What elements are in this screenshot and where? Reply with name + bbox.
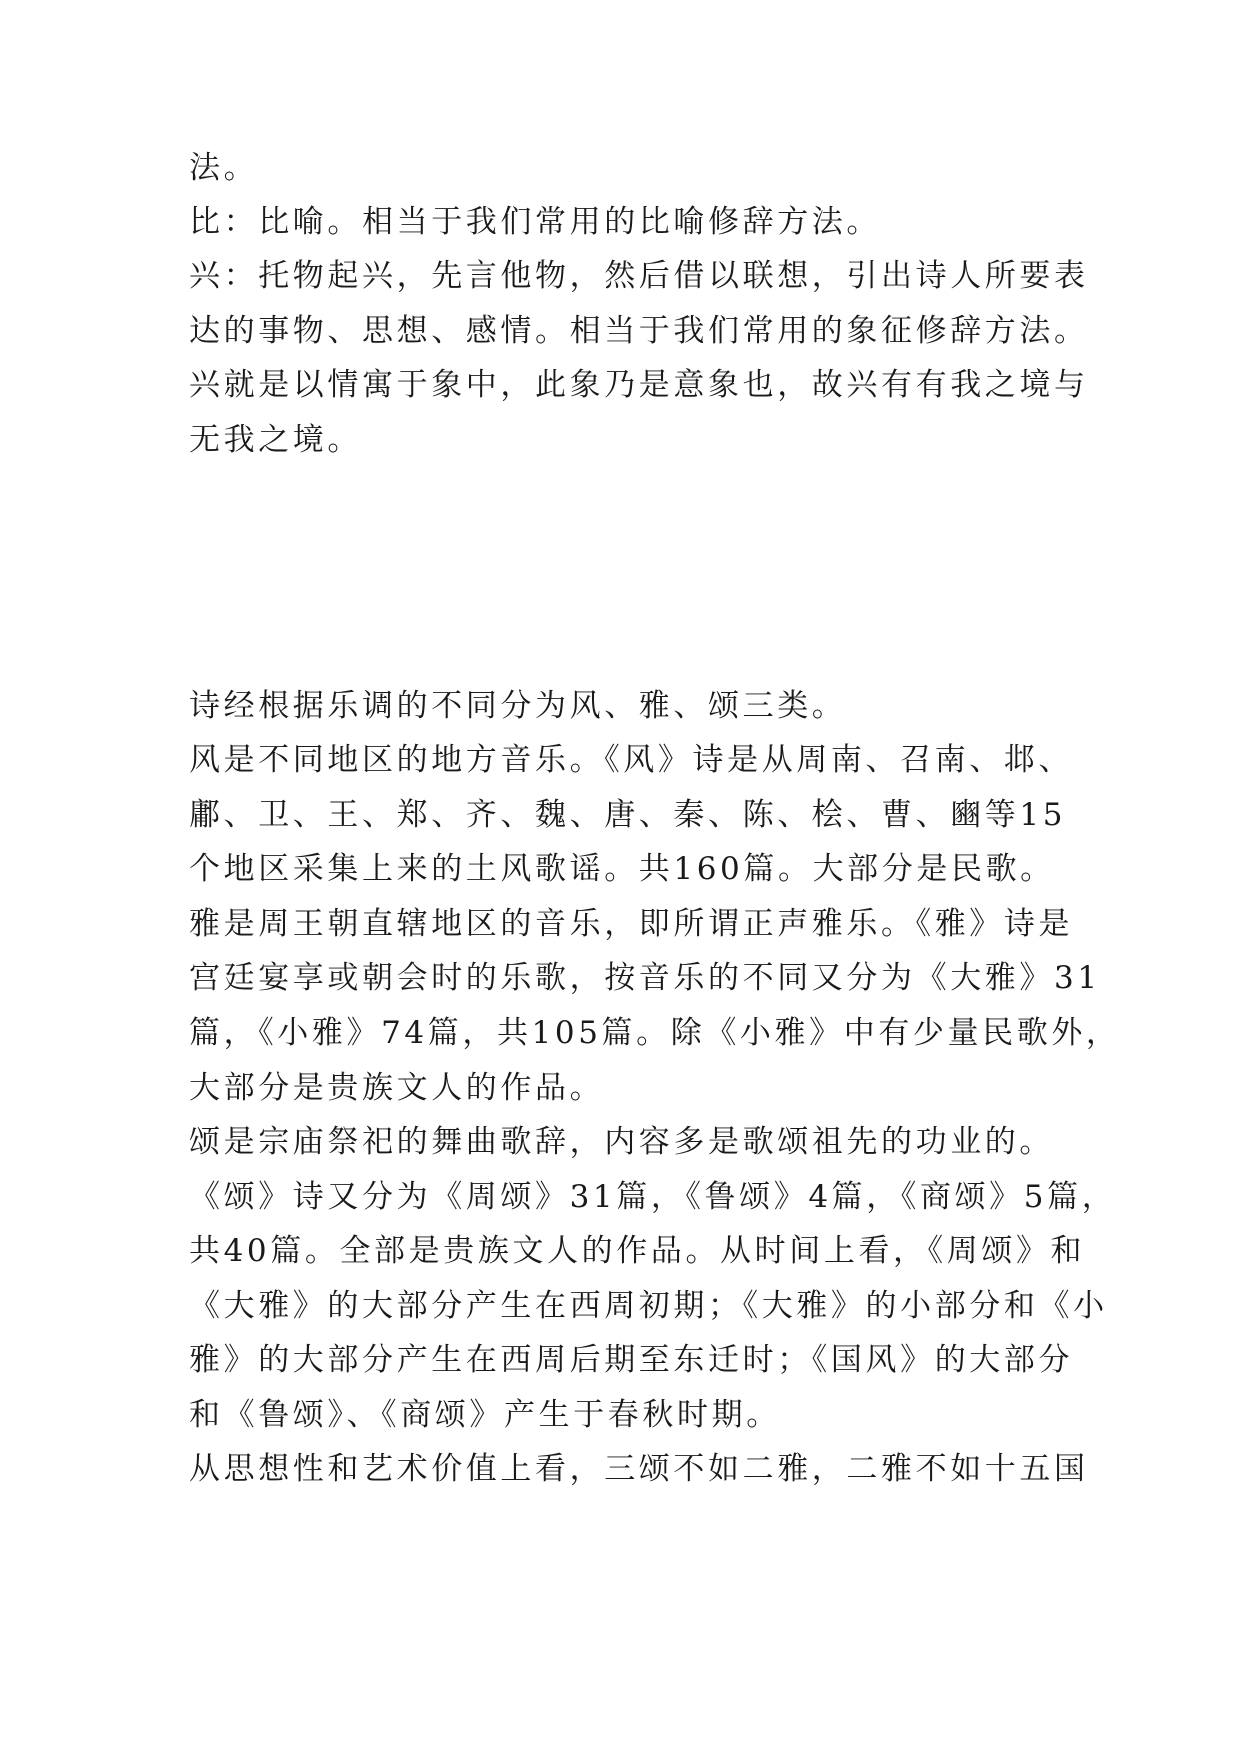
text-line: 达的事物、思想、感情。相当于我们常用的象征修辞方法。 bbox=[189, 313, 1089, 349]
text-line: 兴：托物起兴，先言他物，然后借以联想，引出诗人所要表 bbox=[189, 258, 1089, 294]
text-line: 兴就是以情寓于象中，此象乃是意象也，故兴有有我之境与 bbox=[189, 367, 1089, 403]
text-line: 风是不同地区的地方音乐。《风》诗是从周南、召南、邶、 bbox=[189, 742, 1074, 778]
text-line: 颂是宗庙祭祀的舞曲歌辞，内容多是歌颂祖先的功业的。 bbox=[189, 1124, 1054, 1160]
text-line: 和《鲁颂》、《商颂》产生于春秋时期。 bbox=[189, 1397, 781, 1433]
text-line: 篇，《小雅》74篇，共105篇。除《小雅》中有少量民歌外， bbox=[189, 1015, 1121, 1051]
text-line: 鄘、卫、王、郑、齐、魏、唐、秦、陈、桧、曹、豳等15 bbox=[189, 797, 1067, 833]
text-line: 大部分是贵族文人的作品。 bbox=[189, 1070, 605, 1106]
text-line: 雅》的大部分产生在西周后期至东迁时；《国风》的大部分 bbox=[189, 1342, 1074, 1378]
text-line: 个地区采集上来的土风歌谣。共160篇。大部分是民歌。 bbox=[189, 851, 1055, 887]
text-line: 诗经根据乐调的不同分为风、雅、颂三类。 bbox=[189, 688, 847, 724]
text-line: 法。 bbox=[189, 150, 259, 186]
text-line: 从思想性和艺术价值上看，三颂不如二雅，二雅不如十五国 bbox=[189, 1451, 1089, 1487]
text-line: 宫廷宴享或朝会时的乐歌，按音乐的不同又分为《大雅》31 bbox=[189, 960, 1101, 996]
text-line: 无我之境。 bbox=[189, 422, 362, 458]
text-line: 共40篇。全部是贵族文人的作品。从时间上看，《周颂》和 bbox=[189, 1233, 1086, 1269]
text-line: 雅是周王朝直辖地区的音乐，即所谓正声雅乐。《雅》诗是 bbox=[189, 906, 1074, 942]
text-line: 《大雅》的大部分产生在西周初期；《大雅》的小部分和《小 bbox=[189, 1288, 1108, 1324]
text-line: 比：比喻。相当于我们常用的比喻修辞方法。 bbox=[189, 204, 881, 240]
text-line: 《颂》诗又分为《周颂》31篇，《鲁颂》4篇，《商颂》5篇， bbox=[189, 1179, 1117, 1215]
